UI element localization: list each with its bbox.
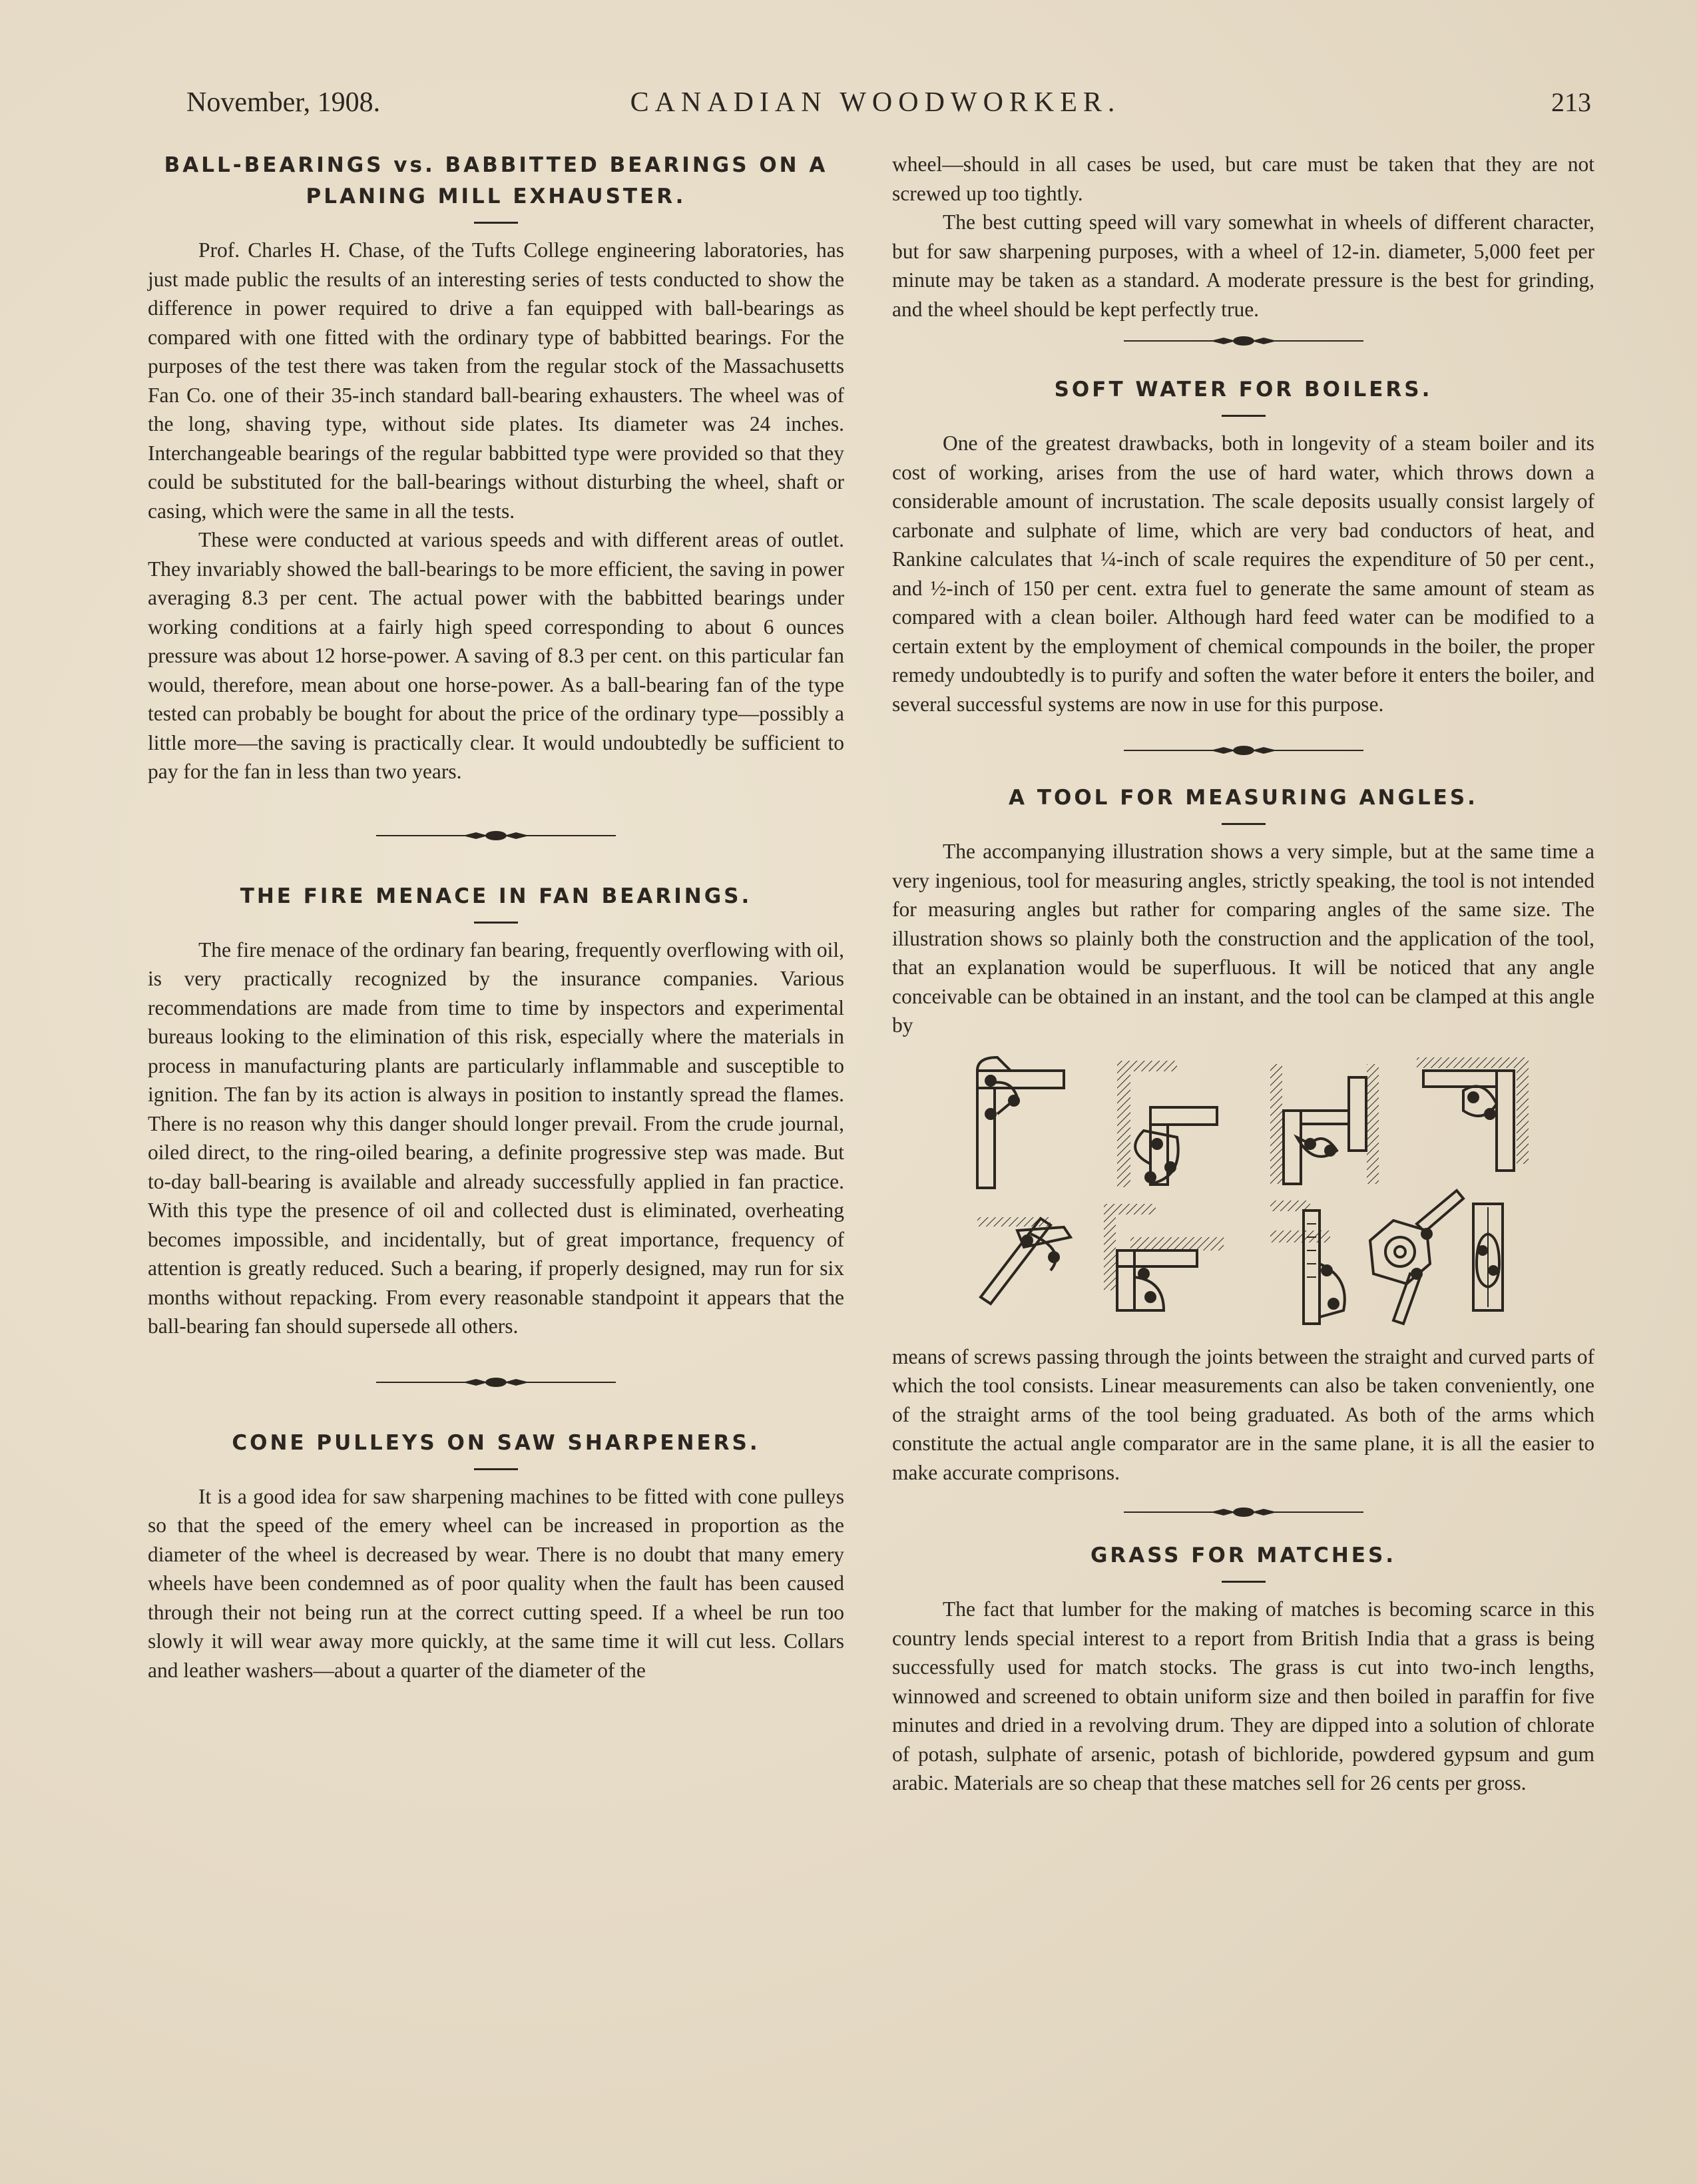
paragraph: It is a good idea for saw sharpening machines to be fitted with cone pulleys so that the speed of the emery wheel can be increased in proportion as the diameter of the wheel is decreased by wear. There is no doubt that many emery wheels have been condemned as of poor quality when the fault has been caused through their not being run at the correct cutting speed. If a wheel be run too slowly it will wear away more quickly, at the same time it will cut less. Collars and leather washers—about a quarter of the diameter of the xyxy=(148,1484,844,1682)
article-cone-pulleys xyxy=(148,1428,844,1685)
section-ornament xyxy=(376,828,616,844)
angle-tool-figure xyxy=(977,1217,1071,1304)
title-line: PLANING MILL EXHAUSTER. xyxy=(306,184,686,208)
angle-tool-figure xyxy=(1117,1061,1217,1187)
article-title: THE FIRE MENACE IN FAN BEARINGS. xyxy=(240,884,752,908)
paragraph-continued: means of screws passing through the joints between the straight and curved parts of which the tool consists. Linear measurements can also be taken conveniently, one of the straight arms of the tool being graduated. As both of the arms which constitute the actual angle comparator are in the same plane, it is all the easier to make accurate comprisons. xyxy=(892,1344,1594,1484)
paragraph: One of the greatest drawbacks, both in longevity of a steam boiler and its cost of working, arises from the use of hard water, which throws down a considerable amount of incrustation. The scale deposits usually consist largely of carbonate and sulphate of lime, which are very bad conductors of heat, and Rankine calculates that ¼-inch of scale requires the expenditure of 50 per cent., and ½-inch of 150 per cent. extra fuel to generate the same amount of steam as compared with a clean boiler. Although hard feed water can be modified to a certain extent by the employment of chemical compounds in the boiler, the proper remedy undoubtedly is to purify and soften the water before it enters the boiler, and several successful systems are now in use for this purpose. xyxy=(892,431,1594,716)
issue-date: November, 1908. xyxy=(186,87,381,118)
article-fire-menace xyxy=(148,881,844,1341)
article-grass-matches xyxy=(892,1540,1594,1798)
article-title: A TOOL FOR MEASURING ANGLES. xyxy=(1009,786,1478,810)
paragraph: The fire menace of the ordinary fan bearing, frequently overflowing with oil, is very practically recognized by the insurance companies. Various recommendations are made from time to time by inspectors and experimental bureaus looking to the elimination of this risk, especially where the materials in process in manufacturing plants are particularly inflammable and susceptible to ignition. The fan by its action is always in position to instantly spread the flames. There is no reason why this danger should longer prevail. From the crude journal, oiled direct, to the ring-oiled bearing, a definite progressive step was made. But to-day ball-bearing is available and already successfully applied in fan practice. With this type the presence of oil and collected dust is eliminated, overheating becomes impossible, and incidentally, but of great importance, frequency of attention is greatly reduced. Such a bearing, if properly designed, may run for six months without repacking. From every reasonable standpoint it appears that the ball-bearing fan should supersede all others. xyxy=(148,938,845,1338)
title-rule xyxy=(474,1468,518,1470)
angle-tool-figure xyxy=(977,1057,1064,1188)
article-soft-water xyxy=(892,374,1594,718)
paragraph: The accompanying illustration shows a very simple, but at the same time a very ingenious, tool for measuring angles, strictly speaking, the tool is not intended for measuring angles but rather for comparing angles of the same size. The illustration shows so plainly both the construction and the application of the tool, that an explanation would be superfluous. It will be noticed that any angle conceivable can be obtained in an instant, and the tool can be clamped at this angle by xyxy=(892,840,1594,1037)
article-title xyxy=(148,150,844,212)
section-ornament xyxy=(1124,742,1363,758)
paragraph: The fact that lumber for the making of matches is becoming scarce in this country lends special interest to a report from British India that a grass is being successfully used for match stocks. The grass is cut into two-inch lengths, winnowed and screened to obtain uniform size and then boiled in paraffin for five minutes and dried in a revolving drum. They are dipped into a solution of chlorate of potash, sulphate of arsenic, potash of bichloride, powdered gypsum and gum arabic. Materials are so cheap that these matches sell for 26 cents per gross. xyxy=(892,1597,1594,1794)
left-column xyxy=(148,150,844,1685)
article-ball-bearings xyxy=(148,150,844,786)
angle-tool-figure xyxy=(1370,1191,1463,1324)
section-ornament xyxy=(1124,333,1363,349)
title-rule xyxy=(474,922,518,924)
title-rule xyxy=(1222,415,1266,417)
angle-tool-figure xyxy=(1270,1201,1345,1324)
running-header xyxy=(160,87,1591,127)
title-rule xyxy=(1222,1581,1266,1583)
journal-title: CANADIAN WOODWORKER. xyxy=(630,87,1121,118)
section-ornament xyxy=(1124,1504,1363,1520)
page-number: 213 xyxy=(1551,87,1591,117)
angle-tool-figure xyxy=(1270,1064,1379,1184)
title-rule xyxy=(474,222,518,224)
article-title: GRASS FOR MATCHES. xyxy=(1090,1543,1397,1567)
title-rule xyxy=(1222,823,1266,825)
angle-tool-figure xyxy=(1473,1204,1503,1310)
angle-tool-figure xyxy=(1104,1204,1224,1310)
paragraph: The best cutting speed will vary somewhat in wheels of different character, but for saw sharpening purposes, with a wheel of 12-in. diameter, 5,000 feet per minute may be taken as a standard. A moderate pressure is the best for grinding, and the wheel should be kept perfectly true. xyxy=(892,210,1594,321)
paragraph-continued: wheel—should in all cases be used, but care must be taken that they are not screwed up too tightly. xyxy=(892,152,1594,205)
title-line: BALL-BEARINGS vs. BABBITTED BEARINGS ON A xyxy=(164,153,828,177)
article-title: SOFT WATER FOR BOILERS. xyxy=(1054,378,1433,402)
section-ornament xyxy=(376,1374,616,1390)
article-measuring-angles xyxy=(892,782,1594,1487)
paragraph: Prof. Charles H. Chase, of the Tufts College engineering laboratories, has just made public the results of an interesting series of tests conducted to show the difference in power required to drive a fan equipped with ball-bearings as compared with one fitted with the ordinary type of babbitted bearings. For the purposes of the test there was taken from the regular stock of the Massachusetts Fan Co. one of their 35-inch standard ball-bearing exhausters. The wheel was of the long, shaving type, without side plates. Its diameter was 24 inches. Interchangeable bearings of the regular babbitted type were provided so that they could be substituted for the ball-bearings without disturbing the wheel, shaft or casing, which were the same in all the tests. xyxy=(148,238,844,523)
article-title: CONE PULLEYS ON SAW SHARPENERS. xyxy=(232,1430,760,1455)
angle-tool-illustration xyxy=(951,1051,1537,1337)
paragraph: These were conducted at various speeds and with different areas of outlet. They invariably showed the ball-bearings to be more efficient, the saving in power averaging 8.3 per cent. The actual power with the babbitted bearings under working conditions at a fairly high speed corresponding to about 6 ounces pressure was about 12 horse-power. A saving of 8.3 per cent. on this particular fan would, therefore, mean about one horse-power. As a ball-bearing fan of the type tested can probably be bought for about the price of the ordinary type—possibly a little more—the saving is practically clear. It would undoubtedly be sufficient to pay for the fan in less than two years. xyxy=(148,528,844,783)
angle-tool-figure xyxy=(1417,1057,1529,1171)
right-column xyxy=(892,150,1594,1798)
